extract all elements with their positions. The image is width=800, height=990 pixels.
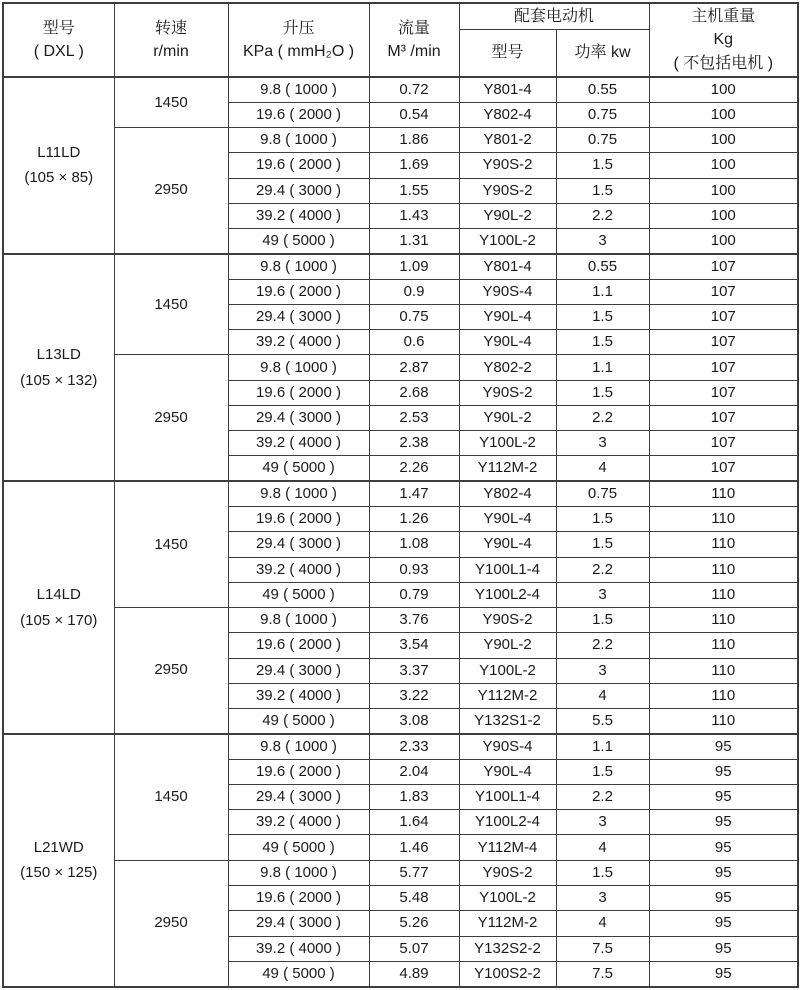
motor-power-cell: 1.1 [556, 279, 649, 304]
motor-model-cell: Y90L-4 [459, 759, 556, 784]
pressure-cell: 19.6 ( 2000 ) [228, 102, 369, 127]
speed-cell: 2950 [114, 355, 228, 481]
flow-cell: 1.08 [369, 532, 459, 557]
motor-power-cell: 4 [556, 835, 649, 860]
pressure-cell: 9.8 ( 1000 ) [228, 734, 369, 759]
weight-cell: 110 [649, 658, 798, 683]
motor-power-cell: 1.5 [556, 330, 649, 355]
motor-power-cell: 1.5 [556, 860, 649, 885]
model-size: (105 × 132) [20, 371, 98, 389]
motor-power-cell: 0.75 [556, 481, 649, 506]
weight-cell: 95 [649, 886, 798, 911]
speed-cell: 1450 [114, 734, 228, 860]
motor-power-cell: 1.5 [556, 380, 649, 405]
motor-model-cell: Y100L-2 [459, 431, 556, 456]
pressure-cell: 49 ( 5000 ) [228, 456, 369, 481]
weight-cell: 107 [649, 330, 798, 355]
model-name: L11LD [37, 143, 81, 161]
flow-cell: 0.75 [369, 304, 459, 329]
motor-model-cell: Y90S-4 [459, 734, 556, 759]
motor-model-cell: Y90L-2 [459, 633, 556, 658]
flow-cell: 1.46 [369, 835, 459, 860]
pressure-cell: 9.8 ( 1000 ) [228, 254, 369, 279]
header-model-line2: ( DXL ) [33, 43, 84, 60]
weight-cell: 107 [649, 431, 798, 456]
motor-power-cell: 1.5 [556, 304, 649, 329]
motor-model-cell: Y100L-2 [459, 886, 556, 911]
motor-power-cell: 2.2 [556, 633, 649, 658]
flow-cell: 3.08 [369, 709, 459, 734]
pressure-cell: 9.8 ( 1000 ) [228, 355, 369, 380]
flow-cell: 2.53 [369, 405, 459, 430]
header-flow-line1: 流量 [397, 19, 430, 37]
weight-cell: 95 [649, 835, 798, 860]
motor-power-cell: 0.55 [556, 254, 649, 279]
header-row-top [3, 3, 798, 29]
model-cell [3, 77, 114, 254]
flow-cell: 3.37 [369, 658, 459, 683]
weight-cell: 107 [649, 456, 798, 481]
weight-cell: 110 [649, 683, 798, 708]
flow-cell: 5.07 [369, 936, 459, 961]
weight-cell: 110 [649, 532, 798, 557]
header-pressure-line2: KPa ( mmH₂O ) [242, 43, 355, 60]
model-cell [3, 734, 114, 987]
flow-cell: 5.77 [369, 860, 459, 885]
motor-model-cell: Y100S2-2 [459, 961, 556, 987]
motor-power-cell: 2.2 [556, 557, 649, 582]
header-weight-line3: ( 不包括电机 ) [673, 54, 774, 72]
weight-cell: 107 [649, 254, 798, 279]
motor-model-cell: Y90S-2 [459, 178, 556, 203]
motor-power-cell: 7.5 [556, 936, 649, 961]
pressure-cell: 49 ( 5000 ) [228, 582, 369, 607]
weight-cell: 95 [649, 784, 798, 809]
motor-model-cell: Y802-4 [459, 481, 556, 506]
flow-cell: 5.48 [369, 886, 459, 911]
motor-power-cell: 3 [556, 810, 649, 835]
model-size: (150 × 125) [20, 864, 98, 882]
flow-cell: 3.54 [369, 633, 459, 658]
pressure-cell: 49 ( 5000 ) [228, 835, 369, 860]
table-row [3, 860, 798, 885]
weight-cell: 95 [649, 734, 798, 759]
weight-cell: 100 [649, 203, 798, 228]
weight-cell: 100 [649, 128, 798, 153]
flow-cell: 1.83 [369, 784, 459, 809]
pressure-cell: 39.2 ( 4000 ) [228, 683, 369, 708]
pressure-cell: 29.4 ( 3000 ) [228, 532, 369, 557]
speed-cell: 2950 [114, 128, 228, 254]
motor-model-cell: Y802-4 [459, 102, 556, 127]
table-row [3, 734, 798, 759]
flow-cell: 0.79 [369, 582, 459, 607]
pressure-cell: 39.2 ( 4000 ) [228, 431, 369, 456]
weight-cell: 107 [649, 380, 798, 405]
header-pressure [228, 3, 369, 77]
weight-cell: 107 [649, 304, 798, 329]
speed-cell: 1450 [114, 77, 228, 128]
motor-model-cell: Y100L-2 [459, 229, 556, 254]
flow-cell: 1.69 [369, 153, 459, 178]
model-size: (105 × 85) [24, 169, 94, 187]
table-row [3, 128, 798, 153]
motor-power-cell: 3 [556, 431, 649, 456]
pressure-cell: 9.8 ( 1000 ) [228, 860, 369, 885]
pressure-cell: 39.2 ( 4000 ) [228, 936, 369, 961]
header-motor-power: 功率 kw [556, 29, 649, 77]
motor-power-cell: 5.5 [556, 709, 649, 734]
header-weight-line1: 主机重量 [691, 8, 756, 26]
motor-model-cell: Y801-4 [459, 254, 556, 279]
motor-model-cell: Y132S2-2 [459, 936, 556, 961]
flow-cell: 1.86 [369, 128, 459, 153]
pressure-cell: 19.6 ( 2000 ) [228, 633, 369, 658]
flow-cell: 3.22 [369, 683, 459, 708]
motor-power-cell: 1.5 [556, 759, 649, 784]
header-flow-line2: M³ /min [387, 43, 441, 60]
header-weight [649, 3, 798, 77]
table-row [3, 254, 798, 279]
motor-model-cell: Y90S-2 [459, 608, 556, 633]
header-model [3, 3, 114, 77]
flow-cell: 1.43 [369, 203, 459, 228]
pressure-cell: 49 ( 5000 ) [228, 709, 369, 734]
weight-cell: 110 [649, 608, 798, 633]
table-header [3, 3, 798, 77]
pressure-cell: 19.6 ( 2000 ) [228, 759, 369, 784]
motor-model-cell: Y112M-4 [459, 835, 556, 860]
header-speed-line2: r/min [153, 43, 189, 60]
pressure-cell: 39.2 ( 4000 ) [228, 810, 369, 835]
motor-power-cell: 1.5 [556, 507, 649, 532]
motor-model-cell: Y90S-2 [459, 860, 556, 885]
weight-cell: 100 [649, 102, 798, 127]
table-row [3, 77, 798, 102]
weight-cell: 95 [649, 961, 798, 987]
motor-model-cell: Y90L-4 [459, 507, 556, 532]
flow-cell: 1.47 [369, 481, 459, 506]
weight-cell: 110 [649, 582, 798, 607]
motor-power-cell: 2.2 [556, 784, 649, 809]
header-weight-line2: Kg [713, 31, 734, 49]
flow-cell: 5.26 [369, 911, 459, 936]
motor-power-cell: 7.5 [556, 961, 649, 987]
motor-model-cell: Y90S-4 [459, 279, 556, 304]
flow-cell: 0.54 [369, 102, 459, 127]
motor-model-cell: Y100L2-4 [459, 582, 556, 607]
motor-power-cell: 2.2 [556, 203, 649, 228]
weight-cell: 100 [649, 178, 798, 203]
speed-cell: 1450 [114, 481, 228, 607]
flow-cell: 2.38 [369, 431, 459, 456]
header-flow [369, 3, 459, 77]
model-cell [3, 481, 114, 734]
pressure-cell: 49 ( 5000 ) [228, 961, 369, 987]
flow-cell: 1.09 [369, 254, 459, 279]
pressure-cell: 29.4 ( 3000 ) [228, 784, 369, 809]
weight-cell: 95 [649, 860, 798, 885]
speed-cell: 2950 [114, 860, 228, 987]
motor-model-cell: Y112M-2 [459, 911, 556, 936]
flow-cell: 2.04 [369, 759, 459, 784]
weight-cell: 100 [649, 77, 798, 102]
table-row [3, 608, 798, 633]
pressure-cell: 9.8 ( 1000 ) [228, 77, 369, 102]
motor-model-cell: Y802-2 [459, 355, 556, 380]
pressure-cell: 29.4 ( 3000 ) [228, 911, 369, 936]
flow-cell: 4.89 [369, 961, 459, 987]
flow-cell: 1.55 [369, 178, 459, 203]
pressure-cell: 39.2 ( 4000 ) [228, 203, 369, 228]
model-name: L21WD [33, 838, 84, 856]
speed-cell: 2950 [114, 608, 228, 734]
weight-cell: 100 [649, 153, 798, 178]
weight-cell: 107 [649, 405, 798, 430]
motor-power-cell: 3 [556, 658, 649, 683]
table-body [3, 77, 798, 987]
pressure-cell: 49 ( 5000 ) [228, 229, 369, 254]
header-motor-model: 型号 [459, 29, 556, 77]
weight-cell: 95 [649, 936, 798, 961]
model-cell [3, 254, 114, 481]
motor-model-cell: Y90L-4 [459, 304, 556, 329]
table-row [3, 481, 798, 506]
motor-model-cell: Y112M-2 [459, 683, 556, 708]
motor-power-cell: 1.5 [556, 608, 649, 633]
flow-cell: 0.93 [369, 557, 459, 582]
motor-power-cell: 0.55 [556, 77, 649, 102]
motor-power-cell: 0.75 [556, 128, 649, 153]
pressure-cell: 19.6 ( 2000 ) [228, 153, 369, 178]
pressure-cell: 39.2 ( 4000 ) [228, 330, 369, 355]
pressure-cell: 9.8 ( 1000 ) [228, 608, 369, 633]
flow-cell: 2.87 [369, 355, 459, 380]
motor-model-cell: Y90S-2 [459, 153, 556, 178]
pressure-cell: 39.2 ( 4000 ) [228, 557, 369, 582]
motor-model-cell: Y132S1-2 [459, 709, 556, 734]
flow-cell: 2.68 [369, 380, 459, 405]
pressure-cell: 19.6 ( 2000 ) [228, 279, 369, 304]
header-speed-line1: 转速 [154, 19, 187, 37]
motor-power-cell: 4 [556, 683, 649, 708]
weight-cell: 110 [649, 481, 798, 506]
motor-model-cell: Y100L-2 [459, 658, 556, 683]
motor-power-cell: 4 [556, 456, 649, 481]
motor-model-cell: Y90L-2 [459, 405, 556, 430]
header-motor-group: 配套电动机 [459, 3, 649, 29]
motor-model-cell: Y100L1-4 [459, 784, 556, 809]
blower-motor-spec-table [2, 2, 799, 988]
motor-model-cell: Y801-4 [459, 77, 556, 102]
weight-cell: 100 [649, 229, 798, 254]
pressure-cell: 9.8 ( 1000 ) [228, 128, 369, 153]
weight-cell: 110 [649, 709, 798, 734]
motor-power-cell: 3 [556, 229, 649, 254]
motor-power-cell: 1.5 [556, 178, 649, 203]
motor-power-cell: 2.2 [556, 405, 649, 430]
motor-model-cell: Y90S-2 [459, 380, 556, 405]
weight-cell: 95 [649, 911, 798, 936]
pressure-cell: 19.6 ( 2000 ) [228, 380, 369, 405]
model-size: (105 × 170) [20, 611, 98, 629]
motor-model-cell: Y90L-4 [459, 330, 556, 355]
weight-cell: 95 [649, 810, 798, 835]
motor-power-cell: 1.1 [556, 355, 649, 380]
motor-power-cell: 1.1 [556, 734, 649, 759]
flow-cell: 1.64 [369, 810, 459, 835]
model-name: L14LD [36, 586, 81, 604]
pressure-cell: 19.6 ( 2000 ) [228, 507, 369, 532]
model-name: L13LD [36, 346, 81, 364]
motor-power-cell: 3 [556, 886, 649, 911]
pressure-cell: 29.4 ( 3000 ) [228, 405, 369, 430]
flow-cell: 0.9 [369, 279, 459, 304]
weight-cell: 107 [649, 279, 798, 304]
header-model-line1: 型号 [42, 19, 75, 37]
header-speed [114, 3, 228, 77]
pressure-cell: 9.8 ( 1000 ) [228, 481, 369, 506]
motor-power-cell: 3 [556, 582, 649, 607]
pressure-cell: 29.4 ( 3000 ) [228, 304, 369, 329]
header-pressure-line1: 升压 [282, 19, 315, 37]
motor-model-cell: Y100L1-4 [459, 557, 556, 582]
table-row [3, 355, 798, 380]
flow-cell: 0.72 [369, 77, 459, 102]
weight-cell: 110 [649, 557, 798, 582]
motor-power-cell: 4 [556, 911, 649, 936]
flow-cell: 2.26 [369, 456, 459, 481]
weight-cell: 95 [649, 759, 798, 784]
flow-cell: 0.6 [369, 330, 459, 355]
flow-cell: 3.76 [369, 608, 459, 633]
speed-cell: 1450 [114, 254, 228, 355]
motor-model-cell: Y112M-2 [459, 456, 556, 481]
weight-cell: 110 [649, 507, 798, 532]
flow-cell: 1.31 [369, 229, 459, 254]
motor-model-cell: Y801-2 [459, 128, 556, 153]
pressure-cell: 19.6 ( 2000 ) [228, 886, 369, 911]
motor-model-cell: Y90L-4 [459, 532, 556, 557]
pressure-cell: 29.4 ( 3000 ) [228, 178, 369, 203]
flow-cell: 1.26 [369, 507, 459, 532]
weight-cell: 107 [649, 355, 798, 380]
flow-cell: 2.33 [369, 734, 459, 759]
motor-power-cell: 1.5 [556, 153, 649, 178]
pressure-cell: 29.4 ( 3000 ) [228, 658, 369, 683]
motor-model-cell: Y100L2-4 [459, 810, 556, 835]
motor-power-cell: 0.75 [556, 102, 649, 127]
motor-power-cell: 1.5 [556, 532, 649, 557]
motor-model-cell: Y90L-2 [459, 203, 556, 228]
weight-cell: 110 [649, 633, 798, 658]
